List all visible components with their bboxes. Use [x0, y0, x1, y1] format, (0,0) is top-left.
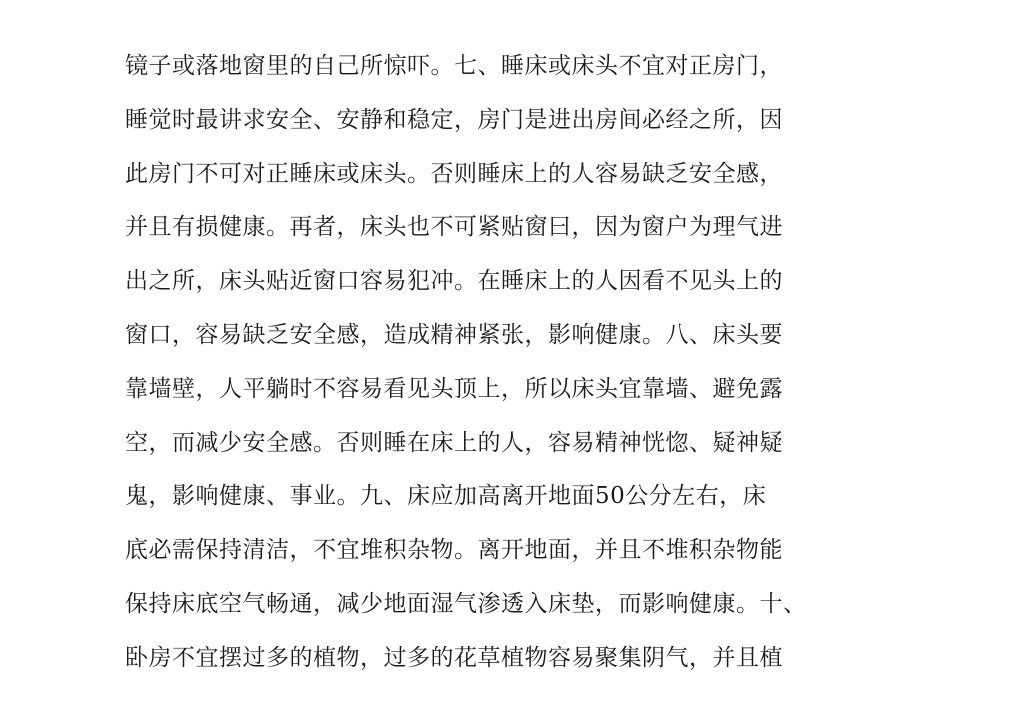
text-line: 出之所，床头贴近窗口容易犯冲。在睡床上的人因看不见头上的 [125, 268, 783, 295]
text-line: 窗口，容易缺乏安全感，造成精神紧张，影响健康。八、床头要 [125, 321, 783, 348]
text-line: 靠墙壁，人平躺时不容易看见头顶上，所以床头宜靠墙、避免露 [125, 375, 783, 402]
text-line: 底必需保持清洁，不宜堆积杂物。离开地面，并且不堆积杂物能 [125, 537, 783, 564]
text-line: 镜子或落地窗里的自己所惊吓。七、睡床或床头不宜对正房门， [125, 53, 783, 79]
text-line: 此房门不可对正睡床或床头。否则睡床上的人容易缺乏安全感， [125, 160, 783, 187]
text-line: 保持床底空气畅通，减少地面湿气渗透入床垫，而影响健康。十、 [125, 590, 807, 617]
text-line: 空，而减少安全感。否则睡在床上的人，容易精神恍惚、疑神疑 [125, 429, 783, 456]
text-line: 并且有损健康。再者，床头也不可紧贴窗曰，因为窗户为理气进 [125, 214, 783, 241]
text-line: 卧房不宜摆过多的植物，过多的花草植物容易聚集阴气，并且植 [125, 644, 783, 671]
body-text [125, 40, 905, 686]
text-line: 鬼，影响健康、事业。九、床应加高离开地面50公分左右，床 [125, 483, 767, 510]
text-line: 睡觉时最讲求安全、安静和稳定，房门是进出房间必经之所，因 [125, 106, 783, 133]
